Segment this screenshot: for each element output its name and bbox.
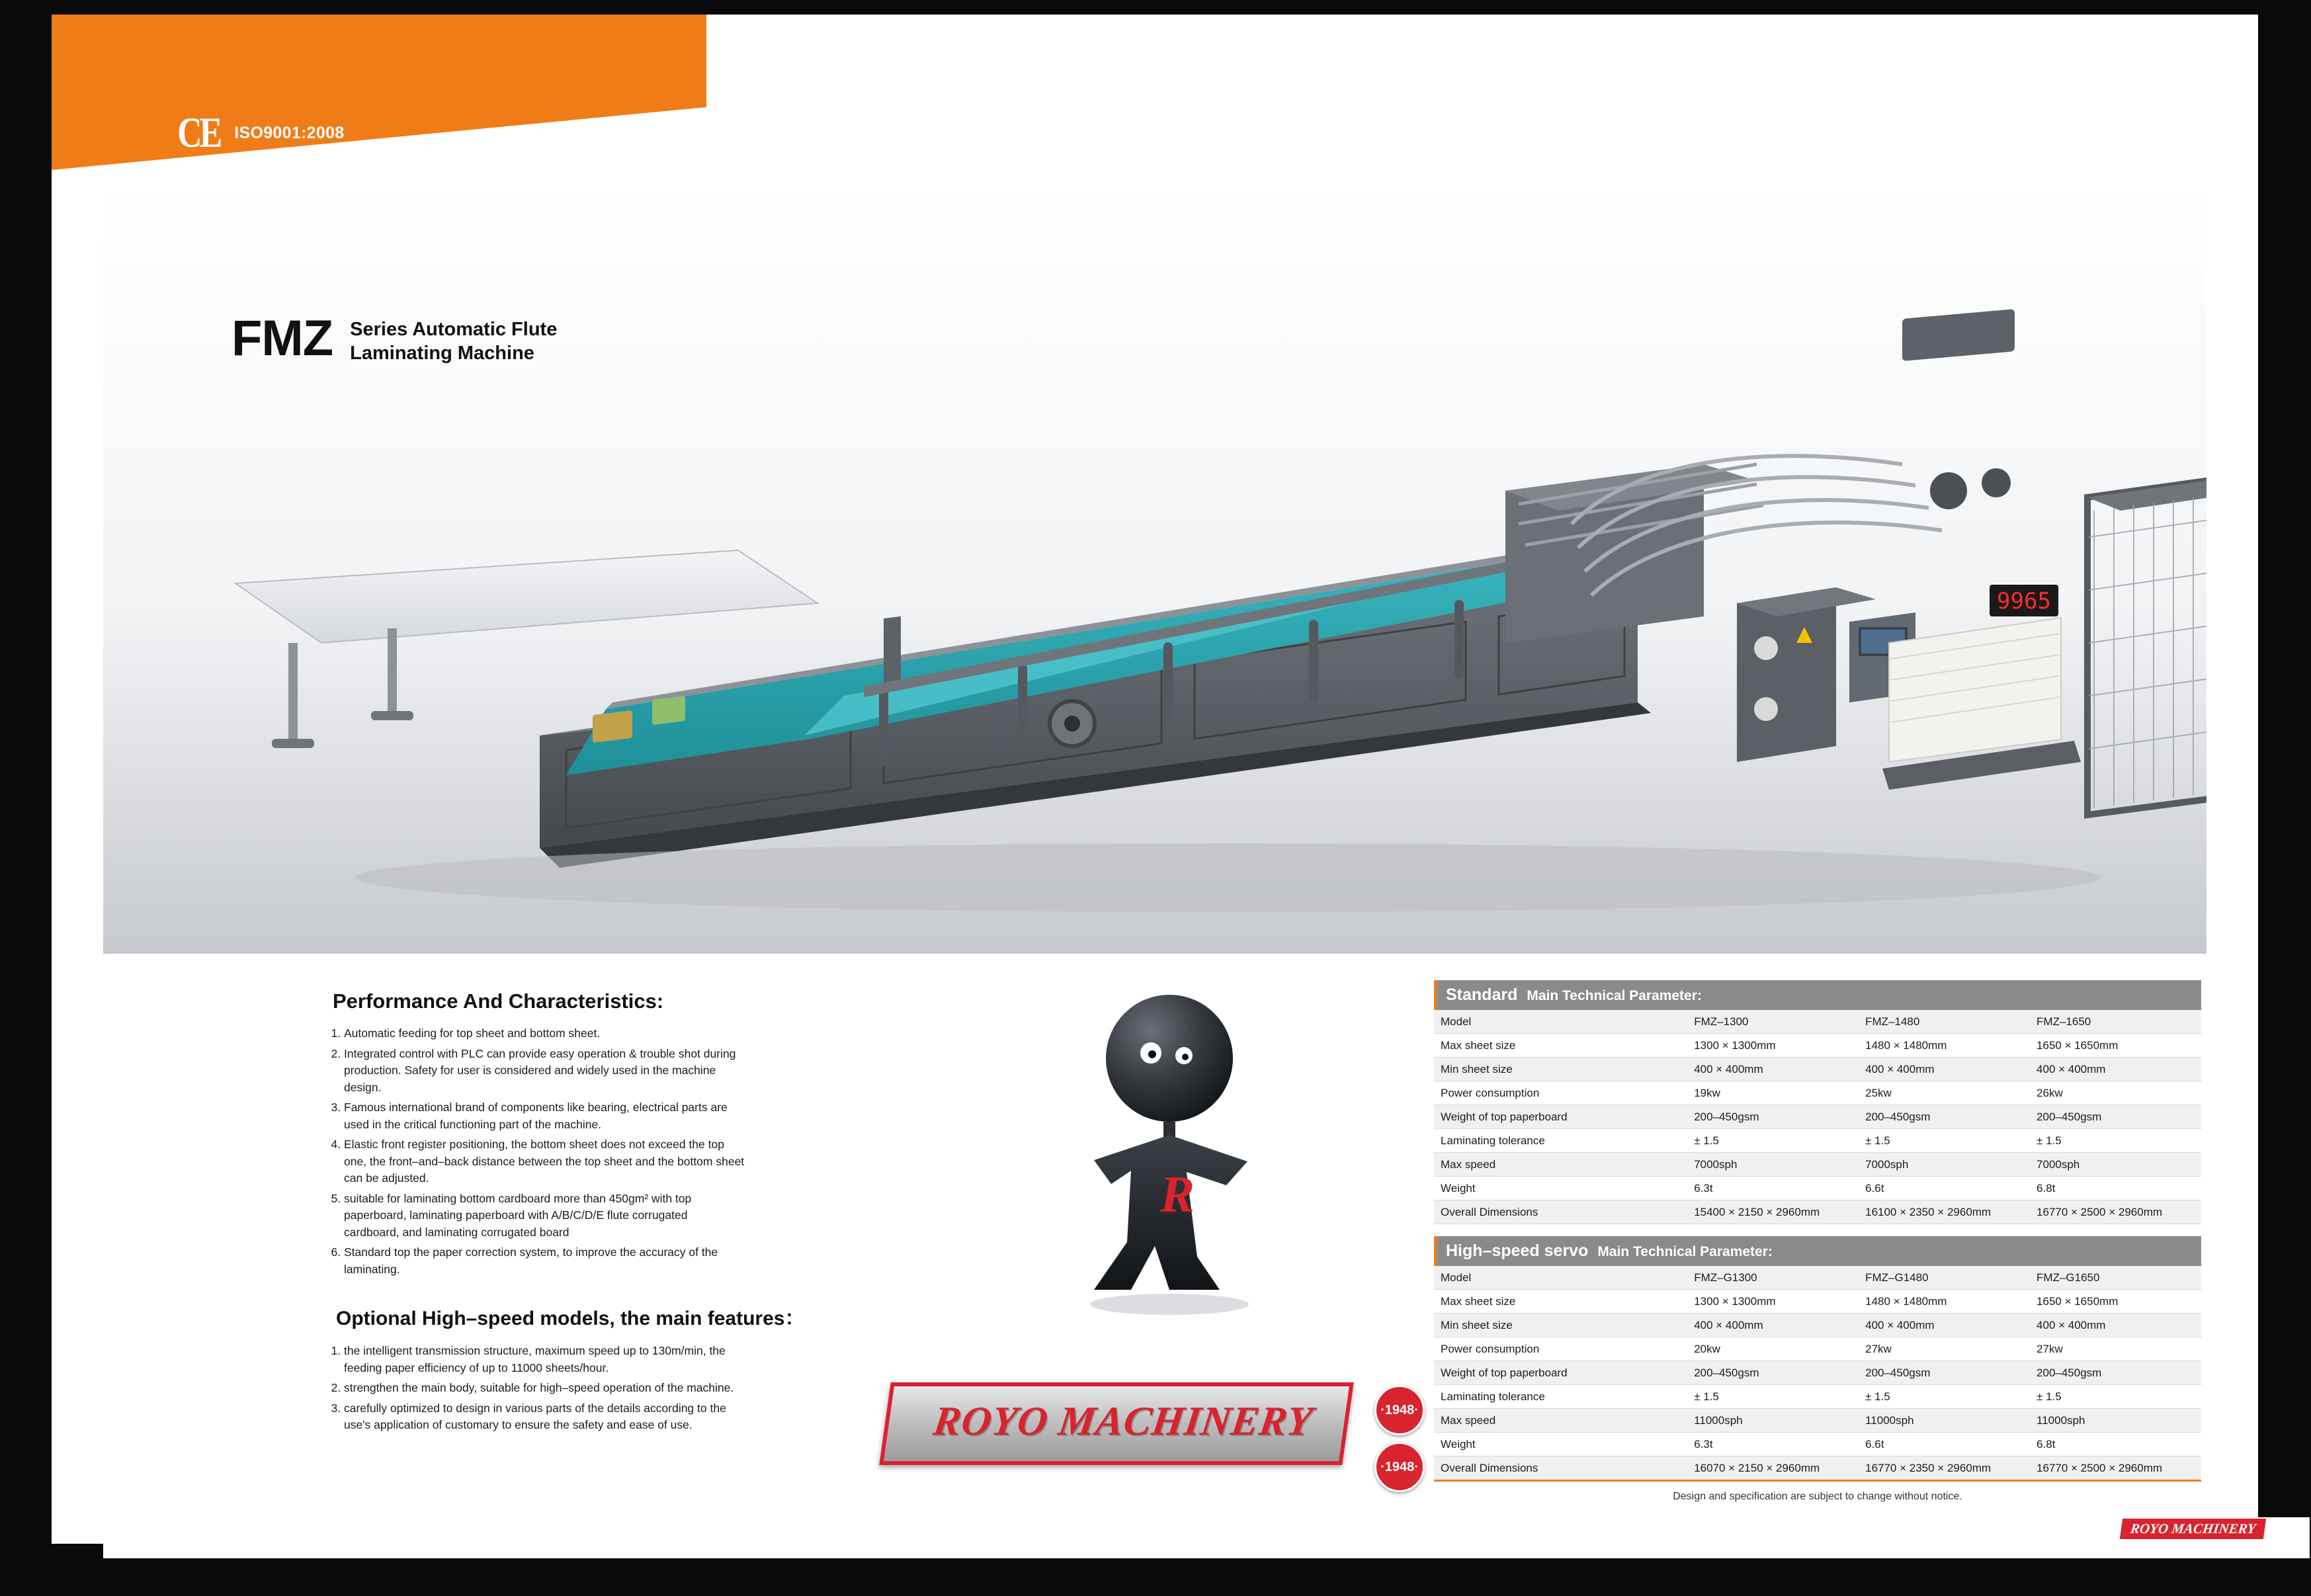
spec-label: Model: [1434, 1266, 1687, 1290]
mascot-figure: [1030, 979, 1308, 1336]
spec-value: 400 × 400mm: [2030, 1058, 2201, 1081]
spec-value: FMZ–G1480: [1859, 1266, 2030, 1290]
spec-value: 400 × 400mm: [2030, 1314, 2201, 1337]
spec-value: 25kw: [1859, 1081, 2030, 1105]
spec-value: 6.8t: [2030, 1177, 2201, 1200]
spec-value: 200–450gsm: [1687, 1105, 1859, 1129]
model-name: FMZ: [231, 310, 333, 366]
spec-value: ± 1.5: [2030, 1129, 2201, 1153]
spec-label: Weight: [1434, 1433, 1687, 1456]
spec-value: FMZ–G1300: [1687, 1266, 1859, 1290]
spec-label: Laminating tolerance: [1434, 1385, 1687, 1409]
spec-label: Laminating tolerance: [1434, 1129, 1687, 1153]
spec-value: 16770 × 2350 × 2960mm: [1859, 1456, 2030, 1481]
spec-value: FMZ–1650: [2030, 1010, 2201, 1034]
spec-value: 19kw: [1687, 1081, 1859, 1105]
spec-value: 7000sph: [1859, 1153, 2030, 1177]
list-item: 3. carefully optimized to design in various parts of the details according to the use's application of customary to ensure the safety and ease of use.: [344, 1400, 745, 1434]
list-item: 3. Famous international brand of components like bearing, electrical parts are used in the critical functioning part of the machine.: [344, 1099, 745, 1133]
svg-text:R: R: [1160, 1165, 1195, 1223]
list-item: 1. Automatic feeding for top sheet and bottom sheet.: [344, 1025, 745, 1042]
table-row: [1434, 1129, 2201, 1153]
spec-value: ± 1.5: [1859, 1385, 2030, 1409]
highspeed-spec-table: [1434, 1266, 2201, 1482]
table-row: [1434, 1361, 2201, 1385]
spec-value: 16070 × 2150 × 2960mm: [1687, 1456, 1859, 1481]
spec-label: Weight of top paperboard: [1434, 1105, 1687, 1129]
spec-value: 7000sph: [2030, 1153, 2201, 1177]
model-subtitle-line2: Laminating Machine: [350, 343, 534, 364]
table-row: [1434, 1337, 2201, 1361]
spec-value: 16100 × 2350 × 2960mm: [1859, 1200, 2030, 1224]
table-row: [1434, 1433, 2201, 1456]
logo-text: ROYO MACHINERY: [930, 1399, 1316, 1444]
brand-logo: [865, 1370, 1460, 1496]
spec-value: FMZ–G1650: [2030, 1266, 2201, 1290]
table-row: [1434, 1010, 2201, 1034]
standard-table-title: Standard: [1446, 986, 1518, 1004]
content-area: [52, 960, 2258, 1542]
highspeed-table-subtitle: Main Technical Parameter:: [1597, 1244, 1773, 1259]
list-item: 2. strengthen the main body, suitable for high–speed operation of the machine.: [344, 1380, 745, 1397]
spec-label: Min sheet size: [1434, 1058, 1687, 1081]
spec-value: 27kw: [1859, 1337, 2030, 1361]
spec-value: 1480 × 1480mm: [1859, 1290, 2030, 1314]
spec-value: 6.6t: [1859, 1177, 2030, 1200]
list-item: 2. Integrated control with PLC can provide easy operation & trouble shot during production. Safety for user is considered and widely used in the machine design.: [344, 1046, 745, 1097]
performance-heading: Performance And Characteristics:: [333, 989, 664, 1013]
table-row: [1434, 1290, 2201, 1314]
ce-mark-icon: CE: [177, 109, 220, 157]
established-seal-bottom: ·1948·: [1374, 1442, 1425, 1492]
spec-label: Min sheet size: [1434, 1314, 1687, 1337]
spec-value: 11000sph: [1859, 1409, 2030, 1433]
specifications: [1434, 980, 2201, 1503]
spec-value: 11000sph: [1687, 1409, 1859, 1433]
table-row: [1434, 1081, 2201, 1105]
spec-label: Model: [1434, 1010, 1687, 1034]
list-item: 5. suitable for laminating bottom cardboard more than 450gm² with top paperboard, laminating paperboard with A/B/C/D/E flute corrugated cardboard, and laminating corrugated board: [344, 1191, 745, 1241]
list-item: 1. the intelligent transmission structure, maximum speed up to 130m/min, the feeding paper efficiency of up to 11000 sheets/hour.: [344, 1343, 745, 1376]
spec-value: ± 1.5: [1859, 1129, 2030, 1153]
table-row: [1434, 1456, 2201, 1481]
highspeed-table-title: High–speed servo: [1446, 1241, 1589, 1260]
table-row: [1434, 1153, 2201, 1177]
spec-label: Max speed: [1434, 1409, 1687, 1433]
spec-value: 16770 × 2500 × 2960mm: [2030, 1456, 2201, 1481]
spec-value: 400 × 400mm: [1859, 1058, 2030, 1081]
spec-value: 15400 × 2150 × 2960mm: [1687, 1200, 1859, 1224]
standard-table-subtitle: Main Technical Parameter:: [1527, 988, 1702, 1003]
svg-text:9965: 9965: [1997, 588, 2051, 614]
established-seal-top: ·1948·: [1374, 1385, 1425, 1435]
spec-value: 6.6t: [1859, 1433, 2030, 1456]
spec-value: 400 × 400mm: [1687, 1314, 1859, 1337]
spec-value: 16770 × 2500 × 2960mm: [2030, 1200, 2201, 1224]
spec-value: 1650 × 1650mm: [2030, 1034, 2201, 1058]
footer-brand-logo: ROYO MACHINERY: [2120, 1519, 2267, 1539]
table-row: [1434, 1034, 2201, 1058]
certification-group: [177, 109, 345, 157]
spec-label: Max sheet size: [1434, 1290, 1687, 1314]
spec-value: 1300 × 1300mm: [1687, 1290, 1859, 1314]
spec-label: Weight of top paperboard: [1434, 1361, 1687, 1385]
spec-label: Overall Dimensions: [1434, 1200, 1687, 1224]
table-row: [1434, 1409, 2201, 1433]
spec-value: 7000sph: [1687, 1153, 1859, 1177]
spec-value: 200–450gsm: [1859, 1105, 2030, 1129]
disclaimer-note: Design and specification are subject to change without notice.: [1673, 1491, 1962, 1502]
spec-value: 1300 × 1300mm: [1687, 1034, 1859, 1058]
optional-list: [321, 1343, 745, 1437]
spec-value: ± 1.5: [1687, 1385, 1859, 1409]
spec-value: 200–450gsm: [1687, 1361, 1859, 1385]
table-row: [1434, 1266, 2201, 1290]
brochure-sheet: [52, 15, 2258, 1544]
spec-value: 6.3t: [1687, 1433, 1859, 1456]
table-row: [1434, 1105, 2201, 1129]
table-row: [1434, 1058, 2201, 1081]
spec-value: 200–450gsm: [2030, 1105, 2201, 1129]
table-row: [1434, 1200, 2201, 1224]
spec-value: FMZ–1480: [1859, 1010, 2030, 1034]
spec-value: 26kw: [2030, 1081, 2201, 1105]
machine-illustration: [103, 180, 2206, 954]
model-subtitle-line1: Series Automatic Flute: [350, 319, 558, 340]
standard-table-header: [1434, 980, 2201, 1010]
table-row: [1434, 1177, 2201, 1200]
footer-bar: [103, 1517, 2310, 1558]
page-title: [231, 310, 558, 366]
table-row: [1434, 1385, 2201, 1409]
spec-value: 6.8t: [2030, 1433, 2201, 1456]
spec-value: 20kw: [1687, 1337, 1859, 1361]
spec-value: 200–450gsm: [2030, 1361, 2201, 1385]
spec-label: Power consumption: [1434, 1337, 1687, 1361]
spec-value: 1650 × 1650mm: [2030, 1290, 2201, 1314]
spec-value: FMZ–1300: [1687, 1010, 1859, 1034]
spec-value: ± 1.5: [1687, 1129, 1859, 1153]
spec-value: ± 1.5: [2030, 1385, 2201, 1409]
spec-label: Max speed: [1434, 1153, 1687, 1177]
model-subtitle: [350, 314, 557, 365]
spec-value: 6.3t: [1687, 1177, 1859, 1200]
list-item: 6. Standard top the paper correction system, to improve the accuracy of the laminating.: [344, 1244, 745, 1278]
performance-list: [321, 1025, 745, 1281]
spec-value: 400 × 400mm: [1687, 1058, 1859, 1081]
highspeed-table-header: [1434, 1236, 2201, 1266]
spec-label: Max sheet size: [1434, 1034, 1687, 1058]
product-photo: [103, 180, 2206, 954]
header-banner: [52, 15, 706, 170]
spec-label: Overall Dimensions: [1434, 1456, 1687, 1481]
spec-value: 1480 × 1480mm: [1859, 1034, 2030, 1058]
table-row: [1434, 1314, 2201, 1337]
standard-spec-table: [1434, 1010, 2201, 1224]
spec-label: Weight: [1434, 1177, 1687, 1200]
optional-heading: Optional High–speed models, the main features：: [336, 1308, 805, 1329]
spec-value: 200–450gsm: [1859, 1361, 2030, 1385]
spec-value: 11000sph: [2030, 1409, 2201, 1433]
list-item: 4. Elastic front register positioning, the bottom sheet does not exceed the top one, the front–and–back distance between the top sheet and the bottom sheet can be adjusted.: [344, 1136, 745, 1187]
spec-label: Power consumption: [1434, 1081, 1687, 1105]
iso-certification-label: ISO9001:2008: [234, 124, 345, 142]
spec-value: 27kw: [2030, 1337, 2201, 1361]
spec-value: 400 × 400mm: [1859, 1314, 2030, 1337]
